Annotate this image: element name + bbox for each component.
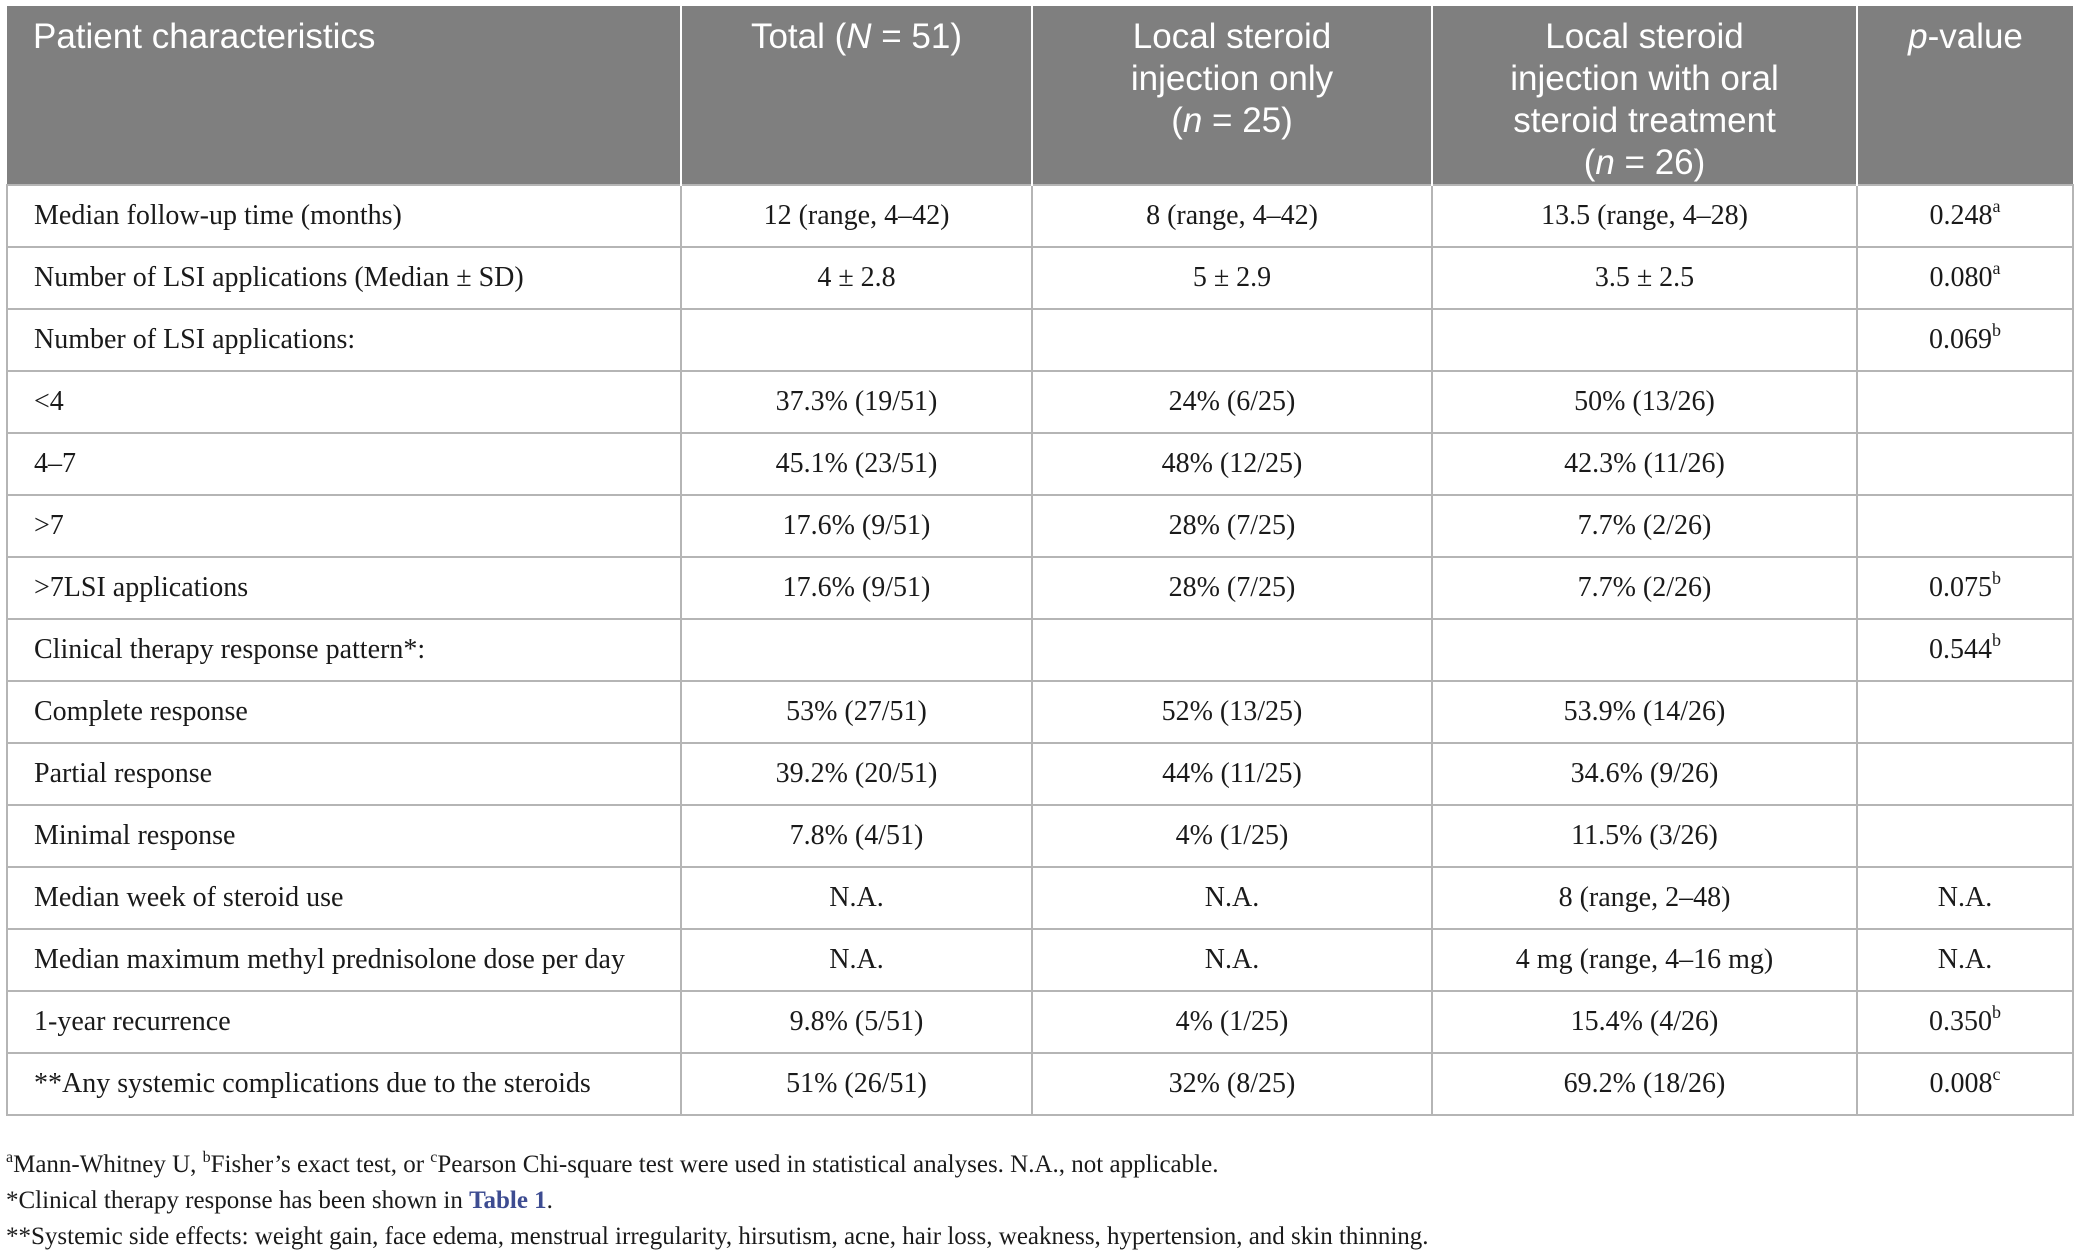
- table-row: [7, 185, 2073, 247]
- cell-total: 17.6% (9/51): [681, 557, 1032, 619]
- cell-p-value: [1857, 495, 2073, 557]
- cell-lsi-only: 28% (7/25): [1032, 557, 1432, 619]
- cell-characteristic: >7: [7, 495, 681, 557]
- cell-lsi-with-oral: 42.3% (11/26): [1432, 433, 1857, 495]
- cell-total: 39.2% (20/51): [681, 743, 1032, 805]
- table-row: [7, 619, 2073, 681]
- p-value-test-marker: b: [1992, 1002, 2001, 1022]
- cell-lsi-with-oral: 7.7% (2/26): [1432, 557, 1857, 619]
- table-row: [7, 929, 2073, 991]
- cell-lsi-with-oral: [1432, 619, 1857, 681]
- cell-total: 17.6% (9/51): [681, 495, 1032, 557]
- p-value-test-marker: a: [1992, 258, 2001, 278]
- cell-characteristic: Minimal response: [7, 805, 681, 867]
- cell-total: N.A.: [681, 867, 1032, 929]
- table-row: [7, 247, 2073, 309]
- cell-lsi-with-oral: 8 (range, 2–48): [1432, 867, 1857, 929]
- footnote-response: *Clinical therapy response has been shown in Table 1.: [6, 1187, 553, 1214]
- p-value-test-marker: c: [1992, 1064, 2001, 1084]
- table-row: [7, 991, 2073, 1053]
- cell-lsi-with-oral: 15.4% (4/26): [1432, 991, 1857, 1053]
- cell-characteristic: Number of LSI applications:: [7, 309, 681, 371]
- cell-total: [681, 619, 1032, 681]
- cell-p-value: N.A.: [1857, 929, 2073, 991]
- cell-p-value: N.A.: [1857, 867, 2073, 929]
- table-header-row: [7, 6, 2073, 185]
- p-value-test-marker: a: [1992, 196, 2001, 216]
- cell-lsi-only: 4% (1/25): [1032, 805, 1432, 867]
- cell-p-value: 0.544$^b$: [1857, 619, 2073, 681]
- table-row: [7, 867, 2073, 929]
- cell-lsi-only: 32% (8/25): [1032, 1053, 1432, 1115]
- patient-characteristics-table: [6, 6, 2074, 1116]
- cell-lsi-only: 44% (11/25): [1032, 743, 1432, 805]
- cell-total: N.A.: [681, 929, 1032, 991]
- p-value-test-marker: b: [1992, 320, 2001, 340]
- footnote-statistics: $^a$Mann-Whitney U, $^b$Fisher’s exact test, or $^c$Pearson Chi-square test were used in statistical analyses. N.A., not applicable.: [6, 1149, 1219, 1178]
- cell-total: 45.1% (23/51): [681, 433, 1032, 495]
- p-value-test-marker: b: [1992, 630, 2001, 650]
- cell-lsi-only: 28% (7/25): [1032, 495, 1432, 557]
- table-row: [7, 433, 2073, 495]
- cell-p-value: 0.069$^b$: [1857, 309, 2073, 371]
- cell-characteristic: 1-year recurrence: [7, 991, 681, 1053]
- cell-lsi-only: N.A.: [1032, 929, 1432, 991]
- cell-lsi-only: [1032, 619, 1432, 681]
- cell-lsi-with-oral: 34.6% (9/26): [1432, 743, 1857, 805]
- cell-lsi-only: 8 (range, 4–42): [1032, 185, 1432, 247]
- cell-lsi-with-oral: 3.5 ± 2.5: [1432, 247, 1857, 309]
- cell-lsi-only: 5 ± 2.9: [1032, 247, 1432, 309]
- cell-total: 51% (26/51): [681, 1053, 1032, 1115]
- cell-characteristic: Median maximum methyl prednisolone dose per day: [7, 929, 681, 991]
- cell-lsi-only: 52% (13/25): [1032, 681, 1432, 743]
- cell-lsi-with-oral: 4 mg (range, 4–16 mg): [1432, 929, 1857, 991]
- cell-lsi-only: 4% (1/25): [1032, 991, 1432, 1053]
- cell-p-value: [1857, 805, 2073, 867]
- header-patient-characteristics: Patient characteristics: [7, 6, 681, 185]
- table-body: [7, 185, 2073, 1115]
- cell-p-value: 0.248$^a$: [1857, 185, 2073, 247]
- table-row: [7, 743, 2073, 805]
- cell-p-value: 0.350$^b$: [1857, 991, 2073, 1053]
- table-row: [7, 309, 2073, 371]
- cell-lsi-only: [1032, 309, 1432, 371]
- cell-total: [681, 309, 1032, 371]
- footnote-side-effects: **Systemic side effects: weight gain, face edema, menstrual irregularity, hirsutism, acne, hair loss, weakness, hypertension, and skin thinning.: [6, 1223, 1429, 1250]
- cell-characteristic: 4–7: [7, 433, 681, 495]
- cell-lsi-only: N.A.: [1032, 867, 1432, 929]
- table-row: [7, 495, 2073, 557]
- cell-lsi-with-oral: 69.2% (18/26): [1432, 1053, 1857, 1115]
- header-p-value: p-value: [1857, 6, 2073, 185]
- cell-p-value: [1857, 371, 2073, 433]
- cell-lsi-with-oral: 11.5% (3/26): [1432, 805, 1857, 867]
- cell-total: 4 ± 2.8: [681, 247, 1032, 309]
- table-row: [7, 805, 2073, 867]
- p-value-test-marker: b: [1992, 568, 2001, 588]
- cell-characteristic: Partial response: [7, 743, 681, 805]
- cell-p-value: 0.075$^b$: [1857, 557, 2073, 619]
- cell-characteristic: Complete response: [7, 681, 681, 743]
- table-row: [7, 681, 2073, 743]
- cell-p-value: [1857, 743, 2073, 805]
- cell-characteristic: Clinical therapy response pattern*:: [7, 619, 681, 681]
- cell-characteristic: Median follow-up time (months): [7, 185, 681, 247]
- cell-lsi-with-oral: 13.5 (range, 4–28): [1432, 185, 1857, 247]
- footnotes: [6, 1147, 2072, 1255]
- table-row: [7, 557, 2073, 619]
- table-1-link[interactable]: Table 1: [469, 1187, 547, 1214]
- cell-p-value: 0.080$^a$: [1857, 247, 2073, 309]
- table-row: [7, 1053, 2073, 1115]
- cell-total: 7.8% (4/51): [681, 805, 1032, 867]
- cell-p-value: [1857, 681, 2073, 743]
- cell-lsi-with-oral: 53.9% (14/26): [1432, 681, 1857, 743]
- header-total: Total (N = 51): [681, 6, 1032, 185]
- cell-total: 12 (range, 4–42): [681, 185, 1032, 247]
- cell-lsi-only: 48% (12/25): [1032, 433, 1432, 495]
- cell-lsi-with-oral: [1432, 309, 1857, 371]
- header-local-steroid-only: Local steroid injection only (n = 25): [1032, 6, 1432, 185]
- cell-lsi-with-oral: 7.7% (2/26): [1432, 495, 1857, 557]
- table-row: [7, 371, 2073, 433]
- cell-characteristic: Number of LSI applications (Median ± SD): [7, 247, 681, 309]
- cell-lsi-with-oral: 50% (13/26): [1432, 371, 1857, 433]
- cell-total: 9.8% (5/51): [681, 991, 1032, 1053]
- cell-characteristic: **Any systemic complications due to the steroids: [7, 1053, 681, 1115]
- header-local-steroid-with-oral: Local steroid injection with oral steroid treatment (n = 26): [1432, 6, 1857, 185]
- cell-p-value: [1857, 433, 2073, 495]
- cell-characteristic: <4: [7, 371, 681, 433]
- cell-total: 53% (27/51): [681, 681, 1032, 743]
- cell-characteristic: Median week of steroid use: [7, 867, 681, 929]
- cell-characteristic: >7LSI applications: [7, 557, 681, 619]
- cell-p-value: 0.008$^c$: [1857, 1053, 2073, 1115]
- cell-lsi-only: 24% (6/25): [1032, 371, 1432, 433]
- cell-total: 37.3% (19/51): [681, 371, 1032, 433]
